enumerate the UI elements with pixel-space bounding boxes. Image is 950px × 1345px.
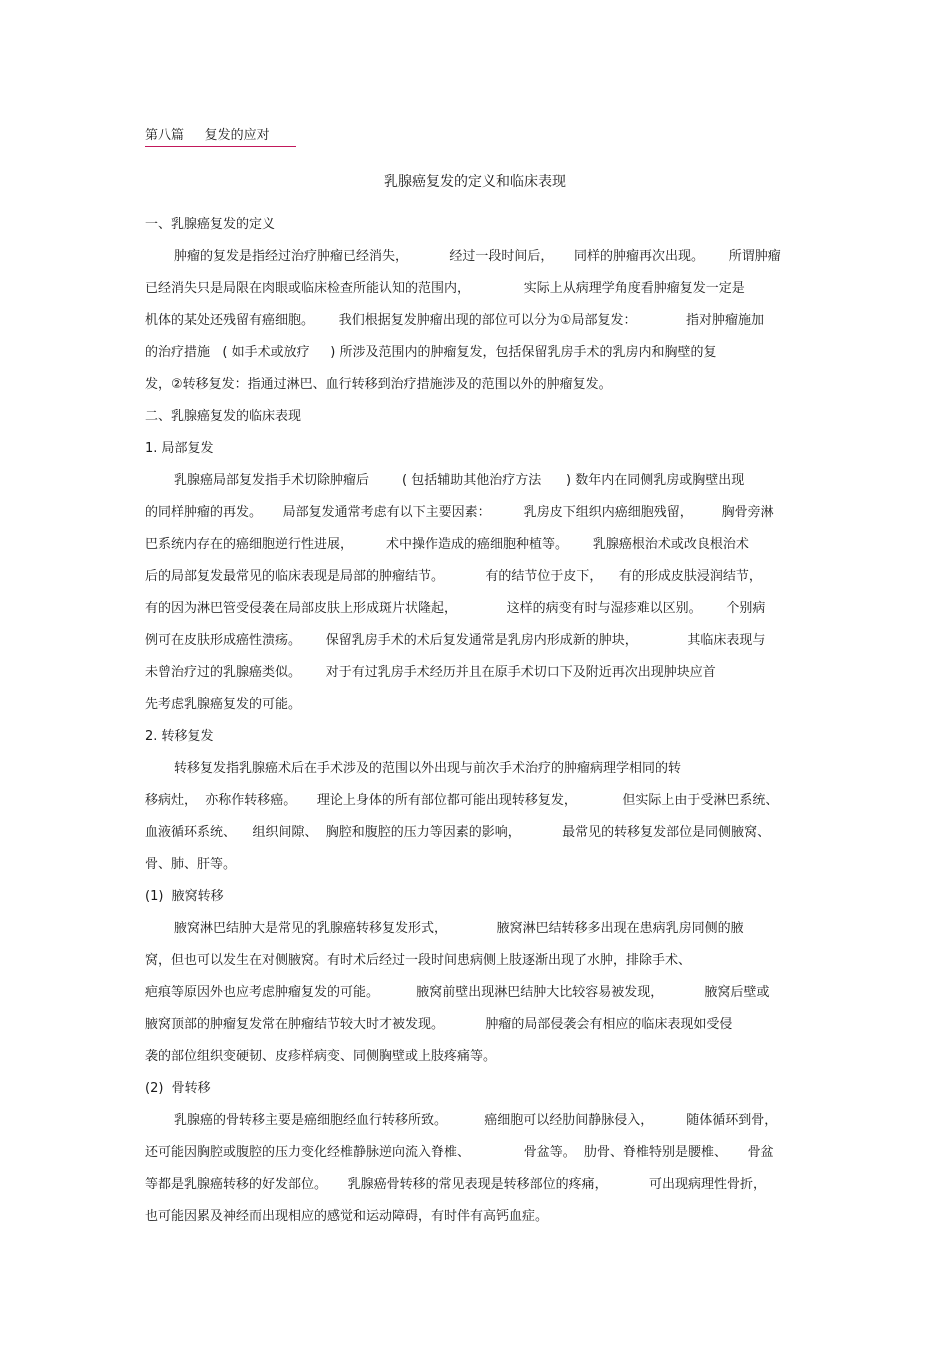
paragraph-line: 骨、肺、肝等。 (145, 857, 237, 872)
paragraph-line: 疤痕等原因外也应考虑肿瘤复发的可能。 腋窝前壁出现淋巴结肿大比较容易被发现， 腋窝后壁或 (145, 985, 770, 1000)
paragraph-line: 腋窝顶部的肿瘤复发常在肿瘤结节较大时才被发现。 肿瘤的局部侵袭会有相应的临床表现如受侵 (145, 1017, 733, 1032)
paragraph-line: 的同样肿瘤的再发。 局部复发通常考虑有以下主要因素： 乳房皮下组织内癌细胞残留， 胸骨旁淋 (145, 505, 774, 520)
paragraph-line: 乳腺癌的骨转移主要是癌细胞经血行转移所致。 癌细胞可以经肋间静脉侵入， 随体循环到骨， (174, 1113, 778, 1128)
paragraph-line: 已经消失只是局限在肉眼或临床检查所能认知的范围内， 实际上从病理学角度看肿瘤复发一定是 (145, 281, 745, 296)
paragraph-line: 也可能因累及神经而出现相应的感觉和运动障碍，有时伴有高钙血症。 (145, 1209, 549, 1224)
paragraph-line: 有的因为淋巴管受侵袭在局部皮肤上形成斑片状隆起， 这样的病变有时与湿疹难以区别。 个别病 (145, 601, 766, 616)
paragraph-line: 窝，但也可以发生在对侧腋窝。有时术后经过一段时间患病侧上肢逐渐出现了水肿，排除手术、 (145, 953, 692, 968)
paragraph-line: 后的局部复发最常见的临床表现是局部的肿瘤结节。 有的结节位于皮下， 有的形成皮肤浸润结节， (145, 569, 762, 584)
paragraph-line: 乳腺癌局部复发指手术切除肿瘤后 ( 包括辅助其他治疗方法 ) 数年内在同侧乳房或胸壁出现 (174, 473, 745, 488)
document-title: 乳腺癌复发的定义和临床表现 (384, 174, 566, 190)
paragraph-line: 移病灶， 亦称作转移癌。 理论上身体的所有部位都可能出现转移复发， 但实际上由于受淋巴系统、 (145, 793, 779, 808)
paragraph-line: 例可在皮肤形成癌性溃疡。 保留乳房手术的术后复发通常是乳房内形成新的肿块， 其临床表现与 (145, 633, 766, 648)
paragraph-line: 发，②转移复发：指通过淋巴、血行转移到治疗措施涉及的范围以外的肿瘤复发。 (145, 377, 612, 392)
subsection-heading: 2. 转移复发 (145, 729, 214, 744)
paragraph-line: 还可能因胸腔或腹腔的压力变化经椎静脉逆向流入脊椎、 骨盆等。 肋骨、脊椎特别是腰椎、 骨盆 (145, 1145, 774, 1160)
paragraph-line: 巴系统内存在的癌细胞逆行性进展， 术中操作造成的癌细胞种植等。 乳腺癌根治术或改良根治术 (145, 537, 749, 552)
subsection-heading: (2) 骨转移 (145, 1081, 211, 1096)
section-heading: 二、乳腺癌复发的临床表现 (145, 409, 302, 424)
paragraph-line: 腋窝淋巴结肿大是常见的乳腺癌转移复发形式， 腋窝淋巴结转移多出现在患病乳房同侧的腋 (174, 921, 744, 936)
subsection-heading: 1. 局部复发 (145, 441, 214, 456)
paragraph-line: 血液循环系统、 组织间隙、 胸腔和腹腔的压力等因素的影响， 最常见的转移复发部位是同侧腋窝、 (145, 825, 771, 840)
paragraph-line: 肿瘤的复发是指经过治疗肿瘤已经消失， 经过一段时间后， 同样的肿瘤再次出现。 所谓肿瘤 (174, 249, 781, 264)
chapter-underline (145, 146, 296, 147)
paragraph-line: 先考虑乳腺癌复发的可能。 (145, 697, 302, 712)
subsection-heading: (1) 腋窝转移 (145, 889, 224, 904)
chapter-heading: 第八篇 复发的应对 (145, 128, 270, 143)
paragraph-line: 机体的某处还残留有癌细胞。 我们根据复发肿瘤出现的部位可以分为①局部复发： 指对肿瘤施加 (145, 313, 765, 328)
paragraph-line: 转移复发指乳腺癌术后在手术涉及的范围以外出现与前次手术治疗的肿瘤病理学相同的转 (174, 761, 682, 776)
paragraph-line: 袭的部位组织变硬韧、皮疹样病变、同侧胸壁或上肢疼痛等。 (145, 1049, 497, 1064)
paragraph-line: 未曾治疗过的乳腺癌类似。 对于有过乳房手术经历并且在原手术切口下及附近再次出现肿块应首 (145, 665, 716, 680)
section-heading: 一、乳腺癌复发的定义 (145, 217, 276, 232)
paragraph-line: 等都是乳腺癌转移的好发部位。 乳腺癌骨转移的常见表现是转移部位的疼痛， 可出现病理性骨折， (145, 1177, 766, 1192)
paragraph-line: 的治疗措施 ( 如手术或放疗 ) 所涉及范围内的肿瘤复发，包括保留乳房手术的乳房内和胸壁的复 (145, 345, 717, 360)
